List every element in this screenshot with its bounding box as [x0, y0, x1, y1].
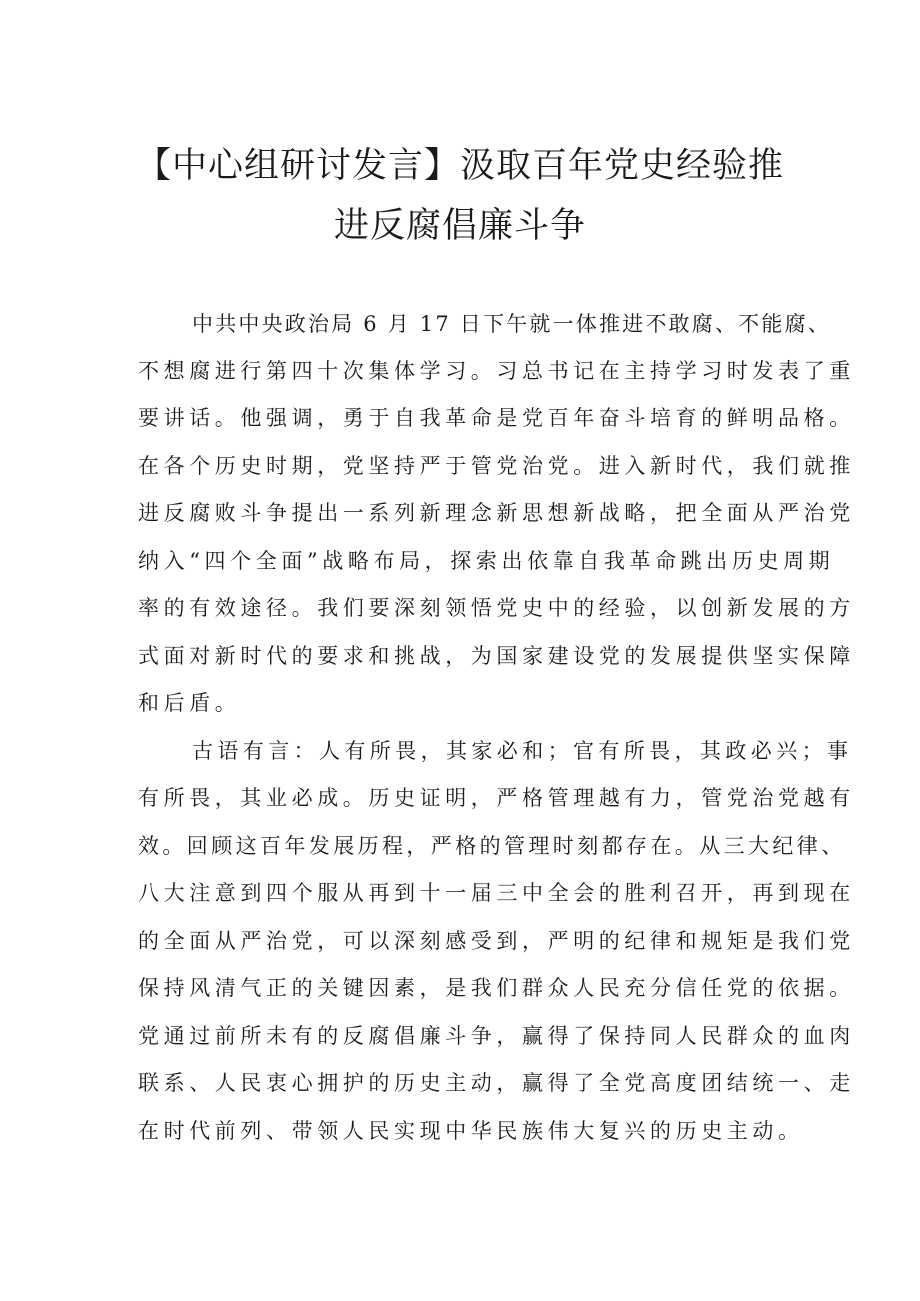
- document-title-line-1: 【中心组研讨发言】汲取百年党史经验推: [135, 146, 784, 186]
- paragraph-1-line: 中共中央政治局 6 月 17 日下午就一体推进不敢腐、不能腐、: [192, 312, 831, 336]
- paragraph-2-line: 有所畏，其业必成。历史证明，严格管理越有力，管党治党越有: [138, 786, 855, 810]
- document-title-line-2: 进反腐倡廉斗争: [333, 206, 586, 246]
- paragraph-1-line: 式面对新时代的要求和挑战，为国家建设党的发展提供坚实保障: [138, 644, 855, 668]
- paragraph-2-line: 党通过前所未有的反腐倡廉斗争，赢得了保持同人民群众的血肉: [138, 1024, 855, 1048]
- paragraph-2-line: 在时代前列、带领人民实现中华民族伟大复兴的历史主动。: [138, 1119, 804, 1143]
- paragraph-2-line: 的全面从严治党，可以深刻感受到，严明的纪律和规矩是我们党: [138, 929, 855, 953]
- paragraph-1-line: 要讲话。他强调，勇于自我革命是党百年奋斗培育的鲜明品格。: [138, 406, 855, 430]
- paragraph-2-line: 联系、人民衷心拥护的历史主动，赢得了全党高度团结统一、走: [138, 1071, 855, 1095]
- paragraph-1-line: 纳入“四个全面”战略布局，探索出依靠自我革命跳出历史周期: [138, 549, 835, 573]
- paragraph-2-line: 效。回顾这百年发展历程，严格的管理时刻都存在。从三大纪律、: [138, 834, 846, 858]
- paragraph-1-line: 不想腐进行第四十次集体学习。习总书记在主持学习时发表了重: [138, 359, 855, 383]
- paragraph-1-line: 率的有效途径。我们要深刻领悟党史中的经验，以创新发展的方: [138, 596, 855, 620]
- paragraph-2-line: 保持风清气正的关键因素，是我们群众人民充分信任党的依据。: [138, 976, 855, 1000]
- paragraph-1-line: 在各个历史时期，党坚持严于管党治党。进入新时代，我们就推: [138, 454, 855, 478]
- paragraph-1-line: 进反腐败斗争提出一系列新理念新思想新战略，把全面从严治党: [138, 501, 855, 525]
- paragraph-1-line: 和后盾。: [138, 691, 241, 715]
- paragraph-2-line: 古语有言：人有所畏，其家必和；官有所畏，其政必兴；事: [192, 739, 853, 763]
- paragraph-2-line: 八大注意到四个服从再到十一届三中全会的胜利召开，再到现在: [138, 881, 855, 905]
